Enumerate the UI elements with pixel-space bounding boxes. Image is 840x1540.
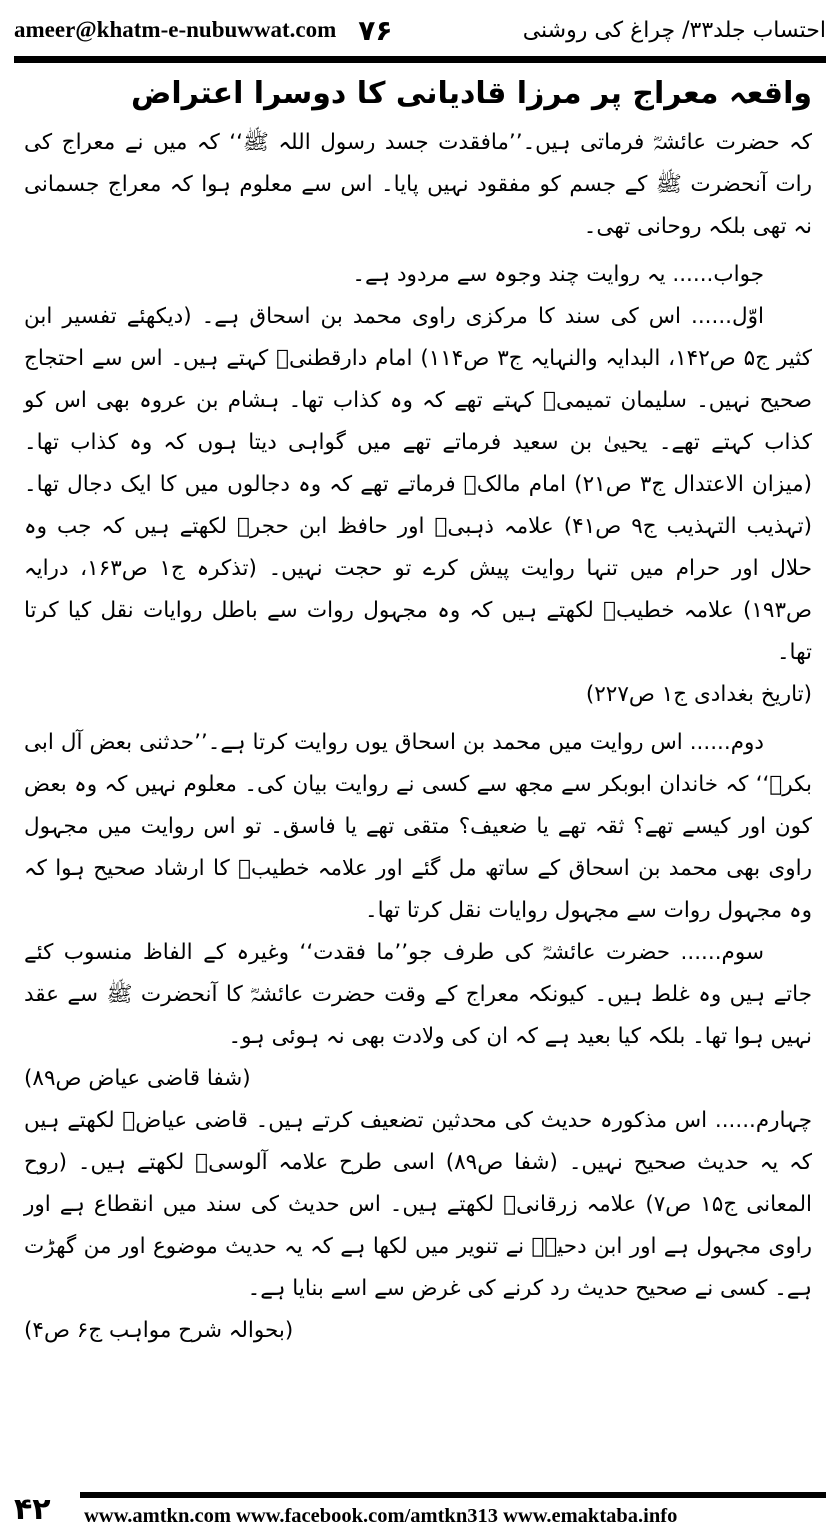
page-body xyxy=(24,66,812,1352)
footer-page-number: ۴۲ xyxy=(14,1492,51,1527)
header-email: ameer@khatm-e-nubuwwat.com xyxy=(14,17,337,42)
footer-rule xyxy=(80,1492,826,1498)
page-header xyxy=(14,10,826,50)
section-heading: واقعہ معراج پر مرزا قادیانی کا دوسرا اعتراض xyxy=(131,76,812,111)
reference-shifa: (شفا قاضی عیاض ص۸۹) xyxy=(24,1066,251,1091)
footer-links-box xyxy=(80,1492,826,1528)
header-page-number: ۷۶ xyxy=(358,13,393,47)
paragraph-second: دوم...... اس روایت میں محمد بن اسحاق یوں روایت کرتا ہے۔’’حدثنی بعض آل ابی بکرؓ‘‘ کہ خاندان ابوبکر سے مجھ سے کسی نے روایت بیان کی۔ معلوم نہیں کہ وہ بعض کون اور کیسے تھے؟ ثقہ تھے یا ضعیف؟ متقی تھے یا فاسق۔ تو اس روایت میں مجہول راوی بھی محمد بن اسحاق کے ساتھ مل گئے اور علامہ خطیبؒ کا ارشاد صحیح ہوا کہ وہ مجہول روات سے مجہول روایات نقل کرتا تھا۔ xyxy=(24,730,812,923)
header-rule xyxy=(14,56,826,63)
header-book-title: احتساب جلد۳۳/ چراغ کی روشنی xyxy=(522,17,826,43)
reference-sharh-mawahib: (بحوالہ شرح مواہب ج۶ ص۴) xyxy=(24,1318,294,1343)
paragraph-first: اوّل...... اس کی سند کا مرکزی راوی محمد بن اسحاق ہے۔ (دیکھئے تفسیر ابن کثیر ج۵ ص۱۴۲، البدایہ والنہایہ ج۳ ص۱۱۴) امام دارقطنیؒ کہتے ہیں۔ اس سے احتجاج صحیح نہیں۔ سلیمان تمیمیؒ کہتے تھے کہ وہ کذاب تھا۔ ہشام بن عروہ بھی اس کو کذاب کہتے تھے۔ یحییٰ بن سعید فرماتے تھے میں گواہی دیتا ہوں کہ وہ کذاب تھا۔ (میزان الاعتدال ج۳ ص۲۱) امام مالکؒ فرماتے تھے کہ وہ دجالوں میں کا ایک دجال تھا۔ (تہذیب التہذیب ج۹ ص۴۱) علامہ ذہبیؒ اور حافظ ابن حجرؒ لکھتے ہیں کہ جب وہ حلال اور حرام میں تنہا روایت پیش کرے تو حجت نہیں۔ (تذکرہ ج۱ ص۱۶۳، درایہ ص۱۹۳) علامہ خطیبؒ لکھتے ہیں کہ وہ مجہول روات سے باطل روایات نقل کیا کرتا تھا۔ xyxy=(24,304,813,665)
page-footer xyxy=(14,1492,826,1528)
footer-links[interactable]: www.amtkn.com www.facebook.com/amtkn313 www.emaktaba.info xyxy=(84,1505,678,1527)
paragraph-objection: کہ حضرت عائشہؓ فرماتی ہیں۔’’مافقدت جسد رسول اللہ ﷺ‘‘ کہ میں نے معراج کی رات آنحضرت ﷺ کے جسم کو مفقود نہیں پایا۔ اس سے معلوم ہوا کہ معراج جسمانی نہ تھی بلکہ روحانی تھی۔ xyxy=(24,130,812,239)
paragraph-answer: جواب...... یہ روایت چند وجوہ سے مردود ہے۔ xyxy=(352,262,764,287)
reference-tarikh-baghdad: (تاریخ بغدادی ج۱ ص۲۲۷) xyxy=(585,682,812,707)
paragraph-fourth: چہارم...... اس مذکورہ حدیث کی محدثین تضعیف کرتے ہیں۔ قاضی عیاضؒ لکھتے ہیں کہ یہ حدیث صحیح نہیں۔ (شفا ص۸۹) اسی طرح علامہ آلوسیؒ لکھتے ہیں۔ (روح المعانی ج۱۵ ص۷) علامہ زرقانیؒ لکھتے ہیں۔ اس حدیث کی سند میں انقطاع ہے اور راوی مجہول ہے اور ابن دحیہؒ نے تنویر میں لکھا ہے کہ یہ حدیث موضوع اور من گھڑت ہے۔ کسی نے صحیح حدیث رد کرنے کی غرض سے اسے بنایا ہے۔ xyxy=(24,1108,812,1301)
paragraph-third: سوم...... حضرت عائشہؓ کی طرف جو’’ما فقدت‘‘ وغیرہ کے الفاظ منسوب کئے جاتے ہیں وہ غلط ہیں۔ کیونکہ معراج کے وقت حضرت عائشہؓ کا آنحضرت ﷺ سے عقد نہیں ہوا تھا۔ بلکہ کیا بعید ہے کہ ان کی ولادت بھی نہ ہوئی ہو۔ xyxy=(24,940,812,1049)
header-left xyxy=(14,14,392,47)
